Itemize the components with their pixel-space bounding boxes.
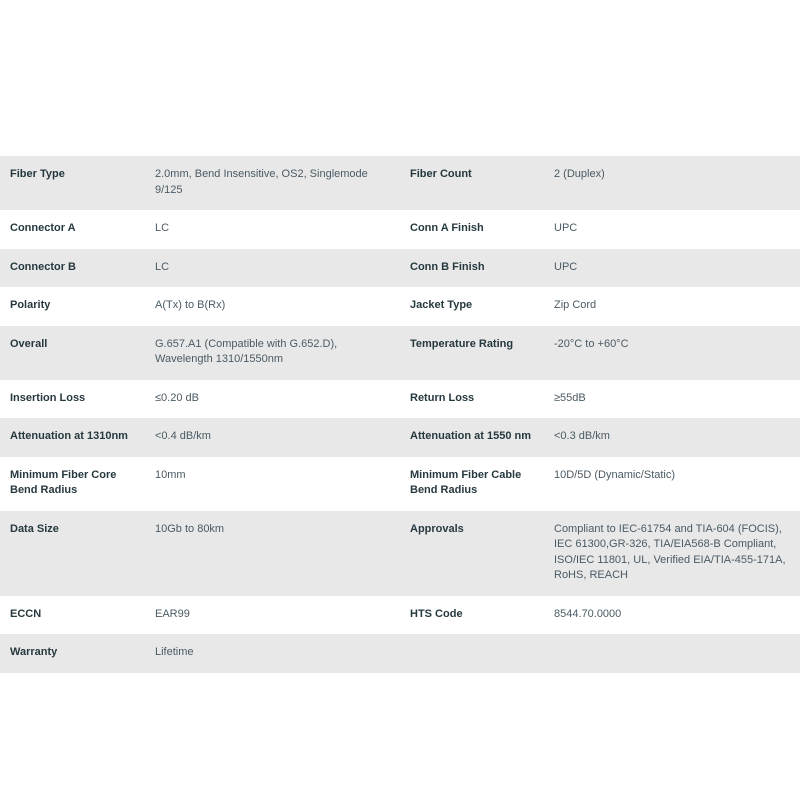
spec-label: Minimum Fiber Core Bend Radius [10,468,117,496]
spec-value: Lifetime [155,646,194,658]
spec-label: Fiber Type [10,168,65,180]
spec-label: Polarity [10,299,51,311]
spec-row-overall [0,326,800,380]
spec-label: Minimum Fiber Cable Bend Radius [410,468,522,496]
spec-row-warranty [0,634,800,673]
spec-label: Attenuation at 1550 nm [410,430,532,442]
spec-row-data-size [0,511,800,596]
spec-value: ≤0.20 dB [155,391,199,404]
spec-label: Attenuation at 1310nm [10,430,128,442]
spec-label: Connector B [10,260,76,273]
spec-value: UPC [554,260,578,273]
spec-label: Return Loss [410,391,475,404]
spec-label: ECCN [10,607,42,620]
spec-label: Jacket Type [410,299,473,311]
spec-row-connector-b [0,249,800,288]
spec-value: 10D/5D (Dynamic/Static) [554,468,676,481]
spec-label: Connector A [10,222,76,234]
spec-row-polarity [0,287,800,326]
spec-value [544,645,800,661]
spec-value: 2 (Duplex) [554,168,605,180]
spec-label: Fiber Count [410,168,472,180]
spec-value: 10mm [155,468,186,481]
spec-value: Zip Cord [554,299,597,311]
spec-row-bend-radius [0,457,800,511]
spec-value: <0.3 dB/km [554,430,610,442]
spec-row-attenuation [0,418,800,457]
spec-value: UPC [554,222,578,234]
spec-value: <0.4 dB/km [155,430,211,442]
spec-value: ≥55dB [554,391,586,404]
spec-value: LC [155,222,170,234]
spec-row-connector-a [0,210,800,249]
spec-label: Approvals [410,522,464,535]
spec-row-insertion-loss [0,380,800,419]
spec-value: 10Gb to 80km [155,522,225,535]
spec-table [0,156,800,673]
spec-value: LC [155,260,170,273]
spec-label: Conn A Finish [410,222,484,234]
spec-row-eccn [0,596,800,635]
spec-value: A(Tx) to B(Rx) [155,299,226,311]
spec-label: Overall [10,337,48,350]
spec-label: Data Size [10,522,59,535]
spec-value: -20°C to +60°C [554,337,629,350]
spec-label [400,645,544,661]
spec-value: G.657.A1 (Compatible with G.652.D), Wavelength 1310/1550nm [155,337,338,365]
spec-label: Warranty [10,646,58,658]
spec-value: Compliant to IEC-61754 and TIA-604 (FOCIS), IEC 61300,GR-326, TIA/EIA568-B Compliant, ISO/IEC 11801, UL, Verified EIA/TIA-455-171A, RoHS, REACH [554,522,786,581]
spec-value: EAR99 [155,607,190,620]
spec-label: HTS Code [410,607,463,620]
spec-label: Insertion Loss [10,391,86,404]
spec-value: 8544.70.0000 [554,607,622,620]
spec-label: Conn B Finish [410,260,485,273]
spec-row-fiber-type [0,156,800,210]
spec-label: Temperature Rating [410,337,514,350]
spec-value: 2.0mm, Bend Insensitive, OS2, Singlemode 9/125 [155,168,368,196]
